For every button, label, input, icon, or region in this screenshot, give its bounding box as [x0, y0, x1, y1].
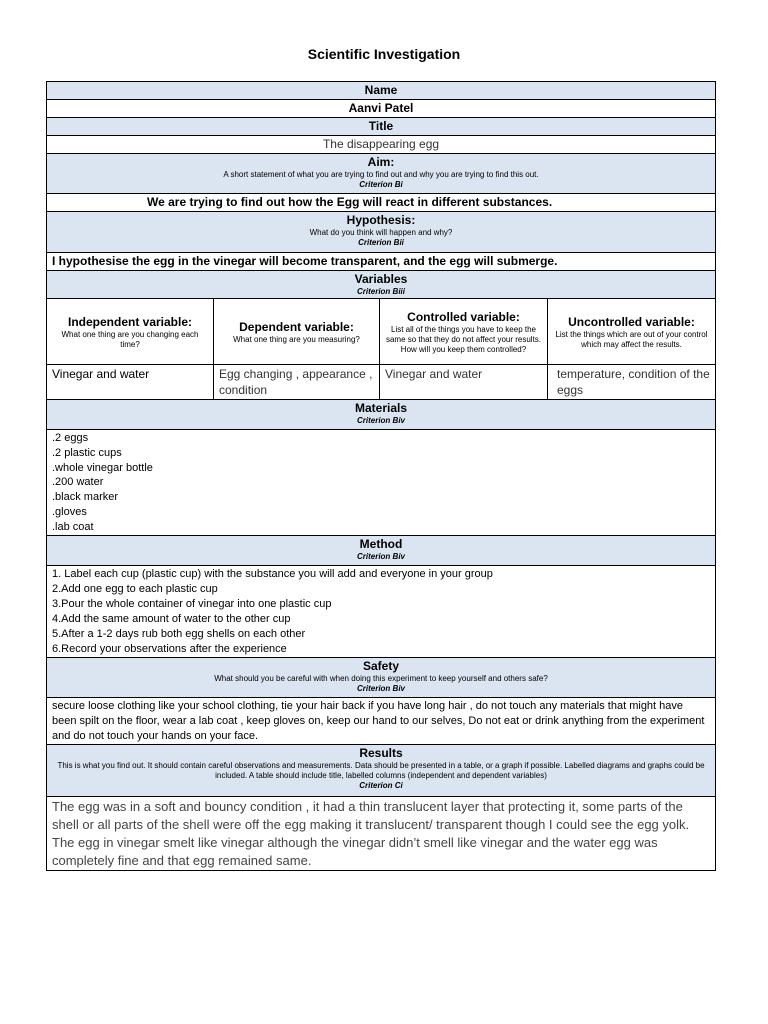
aim-header: [47, 154, 716, 194]
list-item: .2 plastic cups: [52, 446, 122, 459]
results-header: [47, 744, 716, 796]
safety-header: [47, 657, 716, 697]
uncontrolled-variable-label: Uncontrolled variable:: [568, 314, 695, 329]
investigation-form: [46, 81, 716, 871]
aim-value-cell[interactable]: [47, 194, 716, 212]
name-header: [47, 82, 716, 100]
uncontrolled-variable-value-cell[interactable]: [548, 365, 716, 400]
dependent-variable-value: Egg changing , appearance , condition: [219, 367, 373, 397]
list-item: .2 eggs: [52, 432, 89, 444]
method-label: Method: [359, 536, 403, 551]
materials-header: [47, 400, 716, 430]
results-value: The egg was in a soft and bouncy condition , it had a thin translucent layer that protecting it, some parts of the shell or all parts of the shell were off the egg making it translucent/ transparent though I could see the egg yolk. The egg in vinegar smelt like vinegar although the vinegar didn’t smell like vinegar and the water egg was completely fine and that egg remained same.: [52, 798, 690, 868]
independent-variable-description: What one thing are you changing each time?: [61, 329, 199, 349]
safety-value-cell[interactable]: [47, 697, 716, 744]
aim-label: Aim:: [367, 155, 395, 169]
materials-list-cell[interactable]: [47, 430, 716, 536]
hypothesis-description: What do you think will happen and why?: [309, 228, 453, 237]
list-item: 6.Record your observations after the experience: [52, 642, 287, 655]
list-item: .200 water: [52, 476, 104, 489]
title-label: Title: [368, 119, 394, 133]
controlled-variable-value: Vinegar and water: [385, 367, 483, 381]
title-value-cell[interactable]: [47, 136, 716, 154]
page-title: Scientific Investigation: [307, 46, 461, 62]
title-header: [47, 118, 716, 136]
materials-list: [52, 430, 710, 535]
controlled-variable-label: Controlled variable:: [407, 309, 520, 324]
method-steps: [52, 566, 710, 657]
results-label: Results: [359, 745, 403, 760]
name-value: Aanvi Patel: [348, 101, 414, 115]
safety-criterion: Criterion Biv: [356, 683, 405, 693]
title-value: The disappearing egg: [322, 137, 440, 151]
dependent-variable-label: Dependent variable:: [239, 319, 354, 334]
list-item: .black marker: [52, 491, 119, 504]
results-description: This is what you find out. It should contain careful observations and measurements. Data should be presented in a table, or a graph if possible. Labelled diagrams and graphs could be included. A table should include title, labelled columns (independent and dependent variables): [57, 760, 705, 780]
dependent-variable-value-cell[interactable]: [214, 365, 380, 400]
name-value-cell[interactable]: [47, 100, 716, 118]
independent-variable-value-cell[interactable]: [47, 365, 214, 400]
safety-label: Safety: [362, 658, 400, 673]
list-item: .lab coat: [52, 520, 94, 533]
variables-header: [47, 271, 716, 299]
list-item: .whole vinegar bottle: [52, 461, 153, 474]
hypothesis-label: Hypothesis:: [346, 213, 416, 227]
name-label: Name: [364, 83, 398, 97]
list-item: 5.After a 1-2 days rub both egg shells on each other: [52, 627, 306, 640]
independent-variable-label: Independent variable:: [67, 314, 193, 329]
hypothesis-value-cell[interactable]: [47, 253, 716, 271]
controlled-variable-description: List all of the things you have to keep the same so that they do not affect your results. How will you keep them controlled?: [385, 324, 542, 354]
method-steps-cell[interactable]: [47, 565, 716, 657]
results-criterion: Criterion Ci: [359, 780, 403, 790]
controlled-variable-header: [380, 299, 548, 365]
dependent-variable-description: What one thing are you measuring?: [233, 334, 360, 344]
dependent-variable-header: [214, 299, 380, 365]
method-criterion: Criterion Biv: [356, 551, 405, 561]
uncontrolled-variable-value: temperature, condition of the eggs: [557, 367, 710, 397]
controlled-variable-value-cell[interactable]: [380, 365, 548, 400]
list-item: 1. Label each cup (plastic cup) with the substance you will add and everyone in your group: [52, 567, 493, 580]
aim-criterion: Criterion Bi: [359, 180, 403, 189]
independent-variable-header: [47, 299, 214, 365]
hypothesis-criterion: Criterion Bii: [358, 238, 404, 247]
safety-value: secure loose clothing like your school clothing, tie your hair back if you have long hair , do not touch any materials that might have been spilt on the floor, wear a lab coat , keep gloves on, keep our hand to our selves, Do not eat or drink anything from the experiment and do not touch your hands on your face.: [52, 699, 705, 742]
list-item: 3.Pour the whole container of vinegar into one plastic cup: [52, 597, 332, 610]
variables-criterion: Criterion Biii: [356, 287, 405, 296]
method-header: [47, 535, 716, 565]
independent-variable-value: Vinegar and water: [52, 367, 150, 381]
uncontrolled-variable-header: [548, 299, 716, 365]
materials-criterion: Criterion Biv: [356, 416, 405, 425]
materials-label: Materials: [354, 401, 408, 415]
list-item: .gloves: [52, 505, 87, 518]
aim-value: We are trying to find out how the Egg will react in different substances.: [147, 195, 553, 209]
hypothesis-value: I hypothesise the egg in the vinegar will become transparent, and the egg will submerge.: [52, 254, 558, 268]
aim-description: A short statement of what you are trying to find out and why you are trying to find this out.: [223, 170, 539, 179]
variables-label: Variables: [354, 272, 408, 286]
list-item: 4.Add the same amount of water to the other cup: [52, 612, 291, 625]
list-item: 2.Add one egg to each plastic cup: [52, 582, 218, 595]
hypothesis-header: [47, 212, 716, 253]
results-value-cell[interactable]: [47, 796, 716, 870]
safety-description: What should you be careful with when doing this experiment to keep yourself and others safe?: [214, 673, 548, 683]
uncontrolled-variable-description: List the things which are out of your control which may affect the results.: [555, 329, 708, 349]
